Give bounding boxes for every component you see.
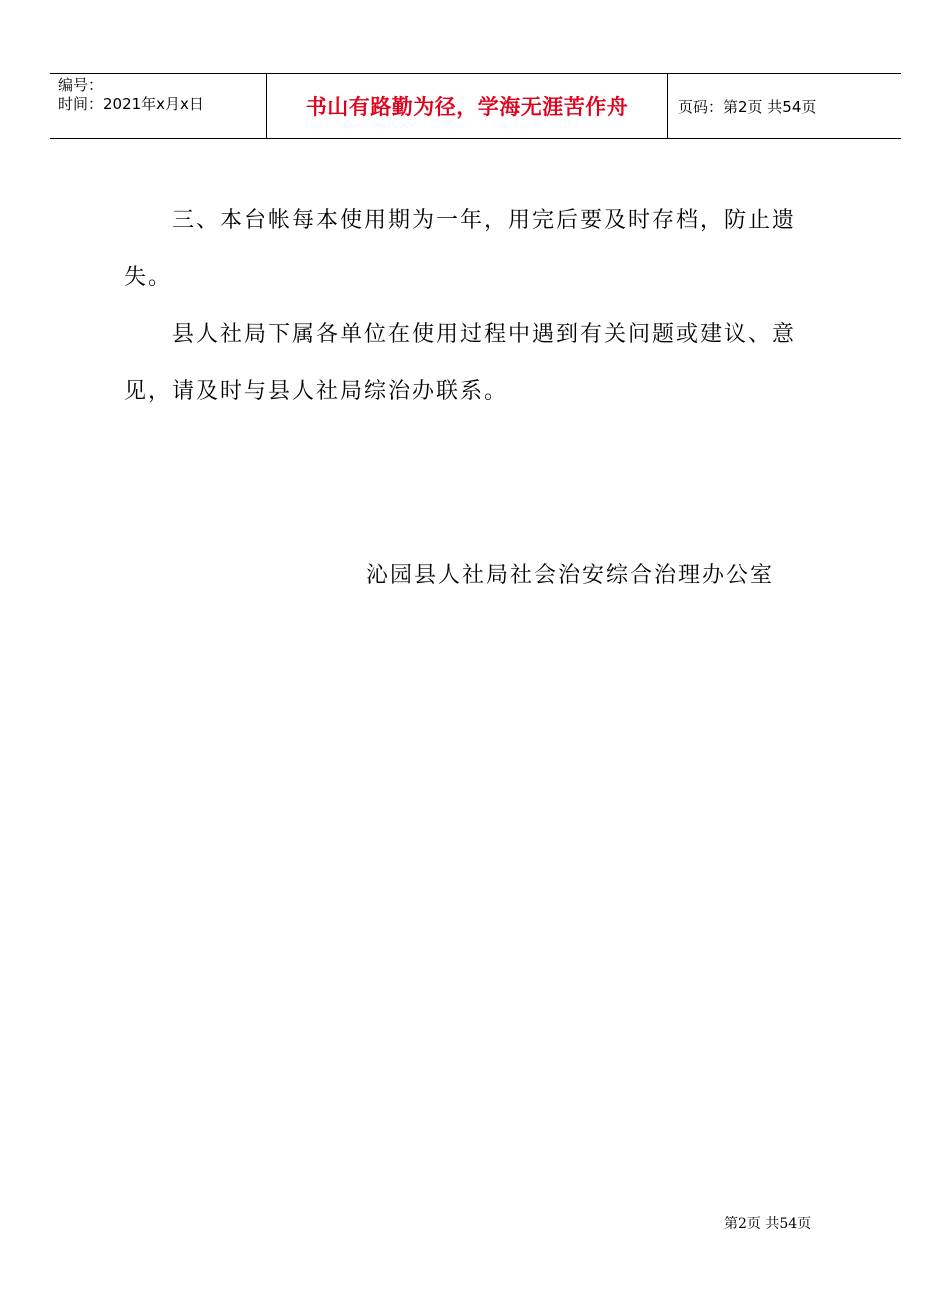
signature-office: 沁园县人社局社会治安综合治理办公室	[366, 563, 775, 588]
header-page-info: 页码：第2页 共54页	[678, 97, 817, 116]
page-footer: 第2页 共54页	[724, 1216, 812, 1232]
document-number-label: 编号：	[58, 76, 104, 94]
document-meta	[58, 76, 263, 114]
header-divider	[667, 74, 668, 138]
body-paragraph: 县人社局下属各单位在使用过程中遇到有关问题或建议、意见，请及时与县人社局综治办联系。	[124, 322, 797, 404]
header-motto: 书山有路勤为径，学海无涯苦作舟	[305, 95, 629, 119]
page-header	[50, 73, 901, 139]
document-date: 时间：2021年x月x日	[58, 95, 204, 113]
document-body	[124, 192, 830, 420]
body-paragraph: 三、本台帐每本使用期为一年，用完后要及时存档，防止遗失。	[124, 208, 797, 290]
